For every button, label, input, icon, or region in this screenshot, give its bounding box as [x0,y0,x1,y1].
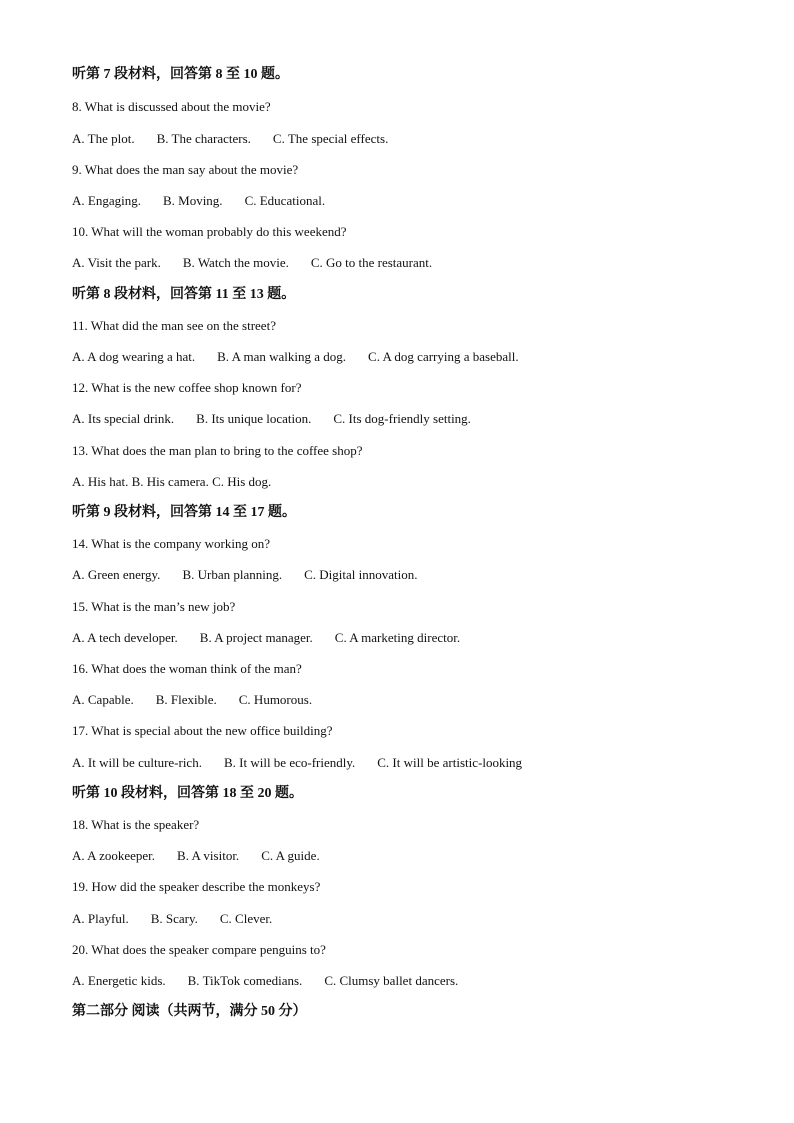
question-14: 14. What is the company working on? [72,536,270,551]
option-a: A. A zookeeper. [72,848,156,863]
options-8 [72,131,388,147]
option-b: B. Flexible. [155,692,217,707]
option-c: C. Educational. [244,193,326,208]
question-12: 12. What is the new coffee shop known for? [72,380,302,395]
option-c: C. Clever. [219,911,273,926]
option-a: A. A tech developer. [72,630,178,645]
options-19 [72,911,272,927]
options-18 [72,848,320,864]
options-12 [72,411,471,427]
option-a: A. Energetic kids. [72,973,166,988]
option-b: B. A man walking a dog. [217,349,347,364]
option-a: A. Visit the park. [72,255,161,270]
question-18: 18. What is the speaker? [72,817,200,832]
option-b: B. It will be eco-friendly. [223,755,356,770]
options-16 [72,692,312,708]
option-b: B. Moving. [162,193,223,208]
option-c: C. A guide. [261,848,320,863]
option-a: A. Capable. [72,692,134,707]
question-8: 8. What is discussed about the movie? [72,99,271,114]
option-c: C. Its dog-friendly setting. [333,411,471,426]
question-13: 13. What does the man plan to bring to the coffee shop? [72,443,363,458]
options-14 [72,567,417,583]
option-b: B. The characters. [156,131,251,146]
option-b: B. Scary. [150,911,198,926]
section-heading-8: 听第 8 段材料，回答第 11 至 13 题。 [72,287,296,302]
question-9: 9. What does the man say about the movie? [72,162,299,177]
option-a: A. Green energy. [72,567,161,582]
option-a: A. Engaging. [72,193,141,208]
option-a: A. Playful. [72,911,129,926]
options-13: A. His hat. B. His camera. C. His dog. [72,474,272,489]
option-c: C. A dog carrying a baseball. [368,349,519,364]
question-17: 17. What is special about the new office building? [72,723,333,738]
question-10: 10. What will the woman probably do this weekend? [72,224,347,239]
options-17 [72,755,522,771]
section-heading-7: 听第 7 段材料，回答第 8 至 10 题。 [72,67,289,82]
option-c: C. Clumsy ballet dancers. [324,973,459,988]
options-15 [72,630,460,646]
option-b: B. Its unique location. [196,411,312,426]
options-9 [72,193,325,209]
option-c: C. Humorous. [238,692,313,707]
option-c: C. The special effects. [272,131,389,146]
options-10 [72,255,432,271]
option-a: A. It will be culture-rich. [72,755,202,770]
section-heading-10: 听第 10 段材料，回答第 18 至 20 题。 [72,786,303,801]
option-b: B. A project manager. [199,630,313,645]
question-11: 11. What did the man see on the street? [72,318,276,333]
option-b: B. A visitor. [177,848,240,863]
option-a: A. Its special drink. [72,411,175,426]
option-b: B. Urban planning. [182,567,283,582]
section-heading-9: 听第 9 段材料，回答第 14 至 17 题。 [72,505,296,520]
part-two-heading: 第二部分 阅读（共两节，满分 50 分） [72,1004,307,1019]
option-a: A. The plot. [72,131,135,146]
option-c: C. Go to the restaurant. [310,255,433,270]
question-16: 16. What does the woman think of the man? [72,661,302,676]
options-20 [72,973,458,989]
question-19: 19. How did the speaker describe the monkeys? [72,879,321,894]
option-b: B. TikTok comedians. [187,973,303,988]
options-11 [72,349,519,365]
option-c: C. Digital innovation. [304,567,418,582]
question-15: 15. What is the man’s new job? [72,599,236,614]
question-20: 20. What does the speaker compare penguins to? [72,942,326,957]
option-a: A. A dog wearing a hat. [72,349,196,364]
option-c: C. It will be artistic-looking [377,755,523,770]
option-c: C. A marketing director. [334,630,461,645]
option-b: B. Watch the movie. [182,255,289,270]
